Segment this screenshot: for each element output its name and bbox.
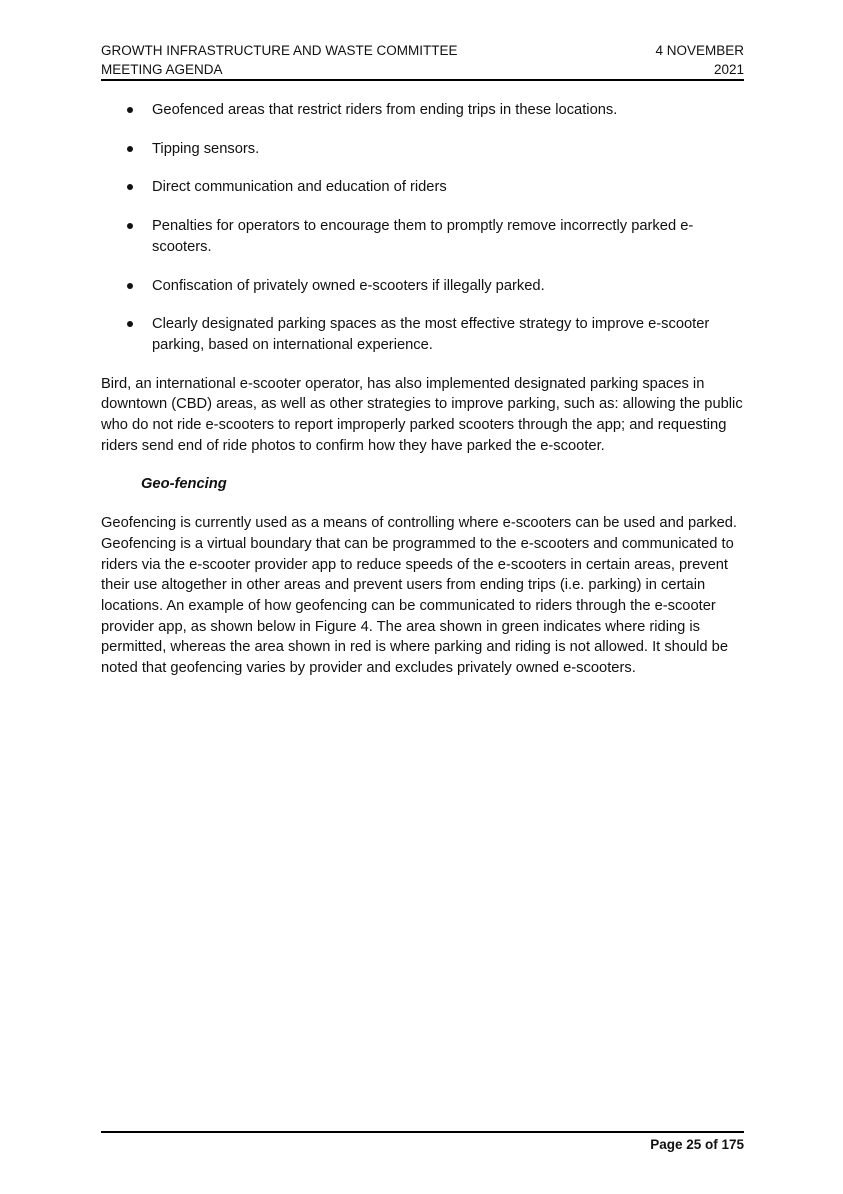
page-header [101,40,744,81]
section-subheading: Geo-fencing [141,476,227,493]
bird-operator-paragraph: Bird, an international e-scooter operator, has also implemented designated parking spaces in downtown (CBD) areas, as well as other strategies to improve parking, such as: allowing the public who do not ride e-scooters to report improperly parked scooters through the app; and requesting riders send end of ride photos to confirm how they have parked the e-scooter. [101,375,743,454]
list-item-text: Geofenced areas that restrict riders from ending trips in these locations. [152,102,618,118]
list-item [101,276,744,297]
meeting-date [655,41,744,79]
list-item-text: Tipping sensors. [152,140,260,157]
bullet-icon [127,107,133,113]
list-item [101,100,744,121]
list-item-text: Clearly designated parking spaces as the most effective strategy to improve e-scooter parking, based on international experience. [152,316,710,353]
bullet-icon [127,223,133,229]
geofencing-paragraph: Geofencing is currently used as a means of controlling where e-scooters can be used and parked. Geofencing is a virtual boundary that can be programmed to the e-scooters and communicated to riders via the e-scooter provider app to reduce speeds of the e-scooters in certain areas, prevent their use altogether in other areas and prevent users from ending trips (i.e. parking) in certain locations. An example of how geofencing can be communicated to riders through the e-scooter provider app, as shown below in Figure 4. The area shown in green indicates where riding is permitted, whereas the area shown in red is where parking and riding is not allowed. It should be noted that geofencing varies by provider and excludes privately owned e-scooters. [101,515,738,677]
bullet-icon [127,321,133,327]
list-item [101,216,744,257]
page-footer [101,1131,744,1152]
committee-title [101,41,458,79]
list-item-text: Direct communication and education of riders [152,179,447,196]
meeting-date-day-month: 4 NOVEMBER [655,43,744,58]
meeting-date-year: 2021 [713,62,744,77]
bullet-icon [127,146,133,152]
document-page [101,40,744,1165]
bullet-icon [127,283,133,289]
document-type: MEETING AGENDA [101,62,223,77]
page-number: Page 25 of 175 [650,1137,744,1152]
page-content [101,100,744,697]
bullet-icon [127,184,133,190]
list-item-text: Confiscation of privately owned e-scooters if illegally parked. [152,277,545,294]
committee-name: GROWTH INFRASTRUCTURE AND WASTE COMMITTEE [101,43,458,58]
list-item [101,177,744,198]
parking-strategies-list [101,100,744,356]
list-item-text: Penalties for operators to encourage them to promptly remove incorrectly parked e-scooters. [152,218,694,255]
list-item [101,139,744,160]
list-item [101,314,744,355]
